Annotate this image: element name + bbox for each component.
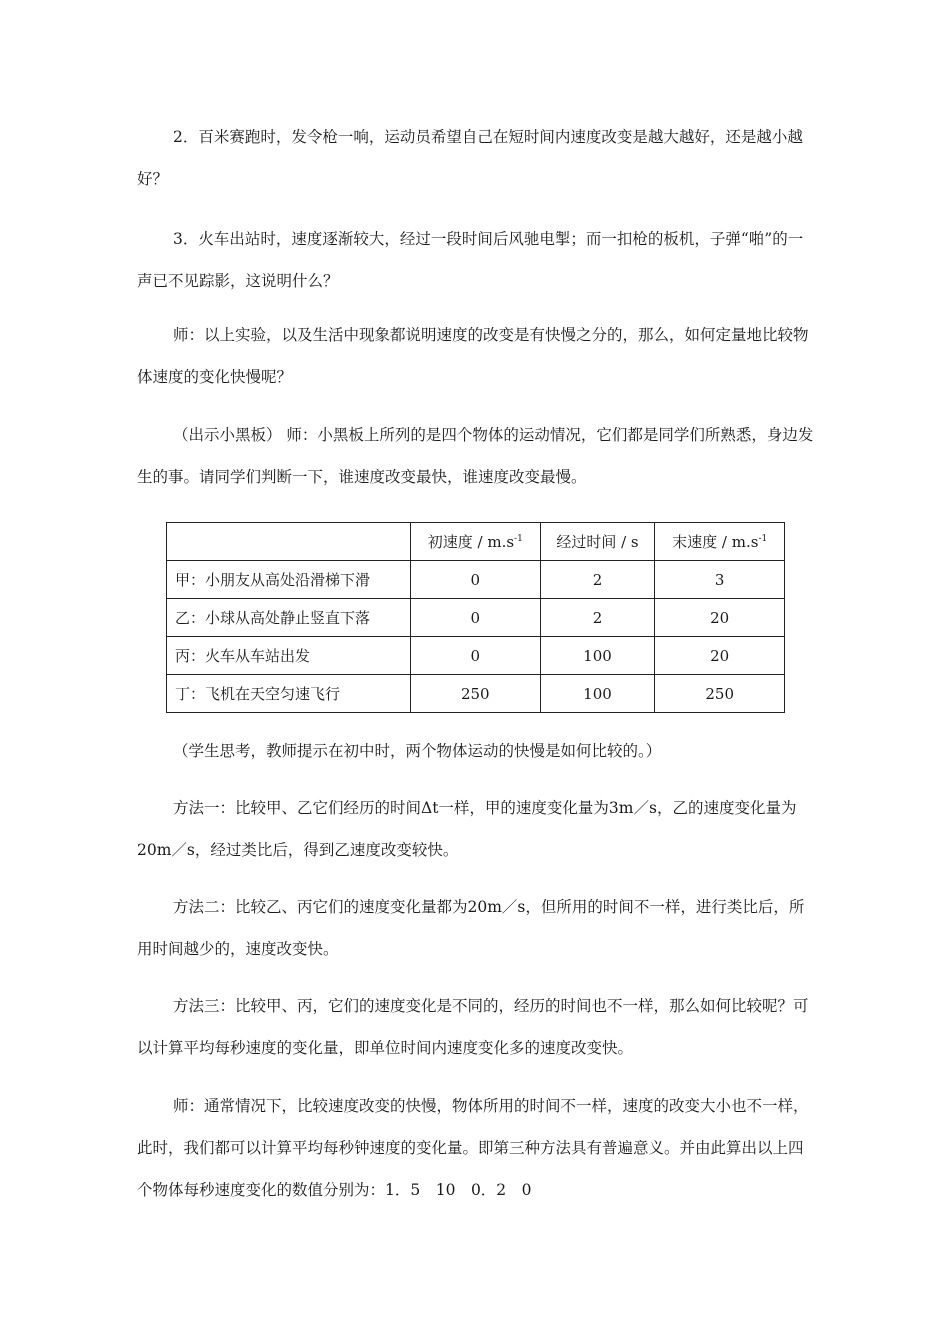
row-time: 100 xyxy=(540,675,655,713)
header-blank xyxy=(167,523,411,561)
table-row xyxy=(167,599,785,637)
question-3: 3．火车出站时，速度逐渐较大，经过一段时间后风驰电掣；而一扣枪的板机，子弹“啪”的一声已不见踪影，这说明什么？ xyxy=(137,230,804,290)
row-final-speed: 20 xyxy=(655,599,785,637)
row-initial-speed: 0 xyxy=(411,637,541,675)
row-final-speed: 250 xyxy=(655,675,785,713)
row-time: 2 xyxy=(540,599,655,637)
row-time: 2 xyxy=(540,561,655,599)
header-elapsed-time: 经过时间 / s xyxy=(540,523,655,561)
student-thinking: （学生思考，教师提示在初中时，两个物体运动的快慢是如何比较的。） xyxy=(173,742,662,760)
row-label: 乙：小球从高处静止竖直下落 xyxy=(167,599,411,637)
row-label: 丁：飞机在天空匀速飞行 xyxy=(167,675,411,713)
method-one: 方法一：比较甲、乙它们经历的时间Δt一样，甲的速度变化量为3m／s，乙的速度变化量为20m／s，经过类比后，得到乙速度改变较快。 xyxy=(137,799,797,859)
blackboard-intro: （出示小黑板） 师：小黑板上所列的是四个物体的运动情况，它们都是同学们所熟悉，身边发生的事。请同学们判断一下，谁速度改变最快，谁速度改变最慢。 xyxy=(137,426,814,486)
row-initial-speed: 250 xyxy=(411,675,541,713)
teacher-question: 师：以上实验，以及生活中现象都说明速度的改变是有快慢之分的，那么，如何定量地比较物体速度的变化快慢呢？ xyxy=(137,326,809,386)
row-initial-speed: 0 xyxy=(411,599,541,637)
row-label: 甲：小朋友从高处沿滑梯下滑 xyxy=(167,561,411,599)
row-time: 100 xyxy=(540,637,655,675)
method-three: 方法三：比较甲、丙，它们的速度变化是不同的，经历的时间也不一样，那么如何比较呢？可以计算平均每秒速度的变化量，即单位时间内速度变化多的速度改变快。 xyxy=(137,997,809,1057)
question-2: 2．百米赛跑时，发令枪一响，运动员希望自己在短时间内速度改变是越大越好，还是越小越好？ xyxy=(137,128,803,188)
header-final-speed: 末速度 / $m.s^{-1}$ xyxy=(655,523,785,561)
method-two: 方法二：比较乙、丙它们的速度变化量都为20m／s，但所用的时间不一样，进行类比后，所用时间越少的，速度改变快。 xyxy=(137,898,805,958)
motion-table xyxy=(166,522,785,713)
row-final-speed: 3 xyxy=(655,561,785,599)
table-header-row xyxy=(167,523,785,561)
table-row xyxy=(167,675,785,713)
table-row xyxy=(167,637,785,675)
header-initial-speed: 初速度 / $m.s^{-1}$ xyxy=(411,523,541,561)
row-initial-speed: 0 xyxy=(411,561,541,599)
table-row xyxy=(167,561,785,599)
row-label: 丙：火车从车站出发 xyxy=(167,637,411,675)
row-final-speed: 20 xyxy=(655,637,785,675)
teacher-summary: 师：通常情况下，比较速度改变的快慢，物体所用的时间不一样，速度的改变大小也不一样，此时，我们都可以计算平均每秒钟速度的变化量。即第三种方法具有普遍意义。并由此算出以上四个物体每秒速度变化的数值分别为：1．5 10 0．2 0 xyxy=(137,1097,809,1199)
